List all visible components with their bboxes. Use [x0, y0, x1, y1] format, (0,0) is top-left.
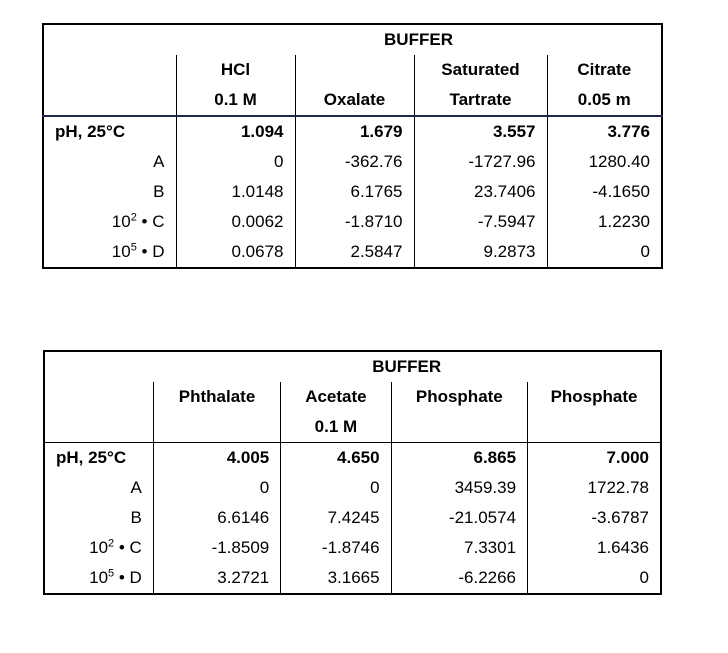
cell: 1.6436	[597, 538, 649, 557]
column-header: HCl	[176, 55, 295, 85]
cell: -3.6787	[591, 508, 649, 527]
table-row	[43, 237, 662, 268]
buffer-table-1	[42, 23, 663, 269]
cell: 4.650	[281, 443, 391, 474]
row-label: $10^5$ • D	[43, 237, 176, 268]
column-header-row-1	[43, 55, 662, 85]
cell: -1.8710	[295, 207, 414, 237]
cell: 0.0678	[176, 237, 295, 268]
column-header	[528, 412, 661, 443]
cell: -1727.96	[414, 147, 547, 177]
table-row	[44, 443, 661, 474]
column-header: 0.1 M	[176, 85, 295, 116]
cell: 0	[640, 242, 651, 261]
column-header: Saturated	[414, 55, 547, 85]
table-title-row	[44, 351, 661, 382]
cell: -362.76	[295, 147, 414, 177]
cell: -7.5947	[414, 207, 547, 237]
row-label: A	[44, 473, 153, 503]
cell: 23.7406	[414, 177, 547, 207]
table-title: BUFFER	[384, 30, 453, 49]
cell: 1.0148	[176, 177, 295, 207]
cell: 0	[153, 473, 280, 503]
cell: 0.0062	[176, 207, 295, 237]
cell: 1.679	[295, 116, 414, 147]
column-header: Phosphate	[391, 382, 527, 412]
table-row	[43, 116, 662, 147]
table-title-row	[43, 24, 662, 55]
cell: 1722.78	[587, 478, 649, 497]
cell: 3.2721	[153, 563, 280, 594]
cell: 9.2873	[414, 237, 547, 268]
cell: -1.8509	[153, 533, 280, 563]
column-header: Phosphate	[550, 387, 638, 406]
column-header: 0.05 m	[577, 90, 631, 109]
column-header	[391, 412, 527, 443]
cell: 1280.40	[588, 152, 651, 171]
row-label: $10^2$ • C	[44, 533, 153, 563]
cell: -4.1650	[592, 182, 651, 201]
column-header: Acetate	[281, 382, 391, 412]
cell: 6.865	[391, 443, 527, 474]
cell: 7.3301	[391, 533, 527, 563]
row-label: $10^5$ • D	[44, 563, 153, 594]
row-label: B	[43, 177, 176, 207]
column-header: Tartrate	[414, 85, 547, 116]
row-label: pH, 25°C	[44, 443, 153, 474]
column-header: 0.1 M	[281, 412, 391, 443]
table-row	[44, 563, 661, 594]
row-label: A	[43, 147, 176, 177]
table-row	[44, 473, 661, 503]
row-label: pH, 25°C	[43, 116, 176, 147]
cell: 0	[281, 473, 391, 503]
cell: 3.1665	[281, 563, 391, 594]
cell: 1.2230	[598, 212, 651, 231]
cell: 2.5847	[295, 237, 414, 268]
corner-cell	[44, 351, 153, 382]
cell: 6.6146	[153, 503, 280, 533]
cell: 4.005	[153, 443, 280, 474]
table-row	[44, 533, 661, 563]
cell: 1.094	[176, 116, 295, 147]
column-header-row-1	[44, 382, 661, 412]
column-header	[295, 55, 414, 85]
cell: 7.4245	[281, 503, 391, 533]
row-label: B	[44, 503, 153, 533]
cell: 3.557	[414, 116, 547, 147]
cell: 0	[176, 147, 295, 177]
buffer-table-2	[43, 350, 662, 595]
column-header: Oxalate	[295, 85, 414, 116]
table-title: BUFFER	[372, 357, 442, 376]
cell: -1.8746	[281, 533, 391, 563]
table-row	[44, 503, 661, 533]
cell: 0	[639, 568, 649, 587]
table-row	[43, 177, 662, 207]
column-header-row-2	[44, 412, 661, 443]
column-header: Citrate	[577, 60, 632, 79]
column-header: Phthalate	[153, 382, 280, 412]
cell: 3.776	[547, 116, 662, 147]
cell: 6.1765	[295, 177, 414, 207]
row-label: $10^2$ • C	[43, 207, 176, 237]
cell: -6.2266	[391, 563, 527, 594]
column-header	[153, 412, 280, 443]
cell: 7.000	[528, 443, 661, 474]
column-header-row-2	[43, 85, 662, 116]
cell: -21.0574	[391, 503, 527, 533]
corner-cell	[43, 24, 176, 55]
table-row	[43, 147, 662, 177]
table-row	[43, 207, 662, 237]
cell: 3459.39	[391, 473, 527, 503]
